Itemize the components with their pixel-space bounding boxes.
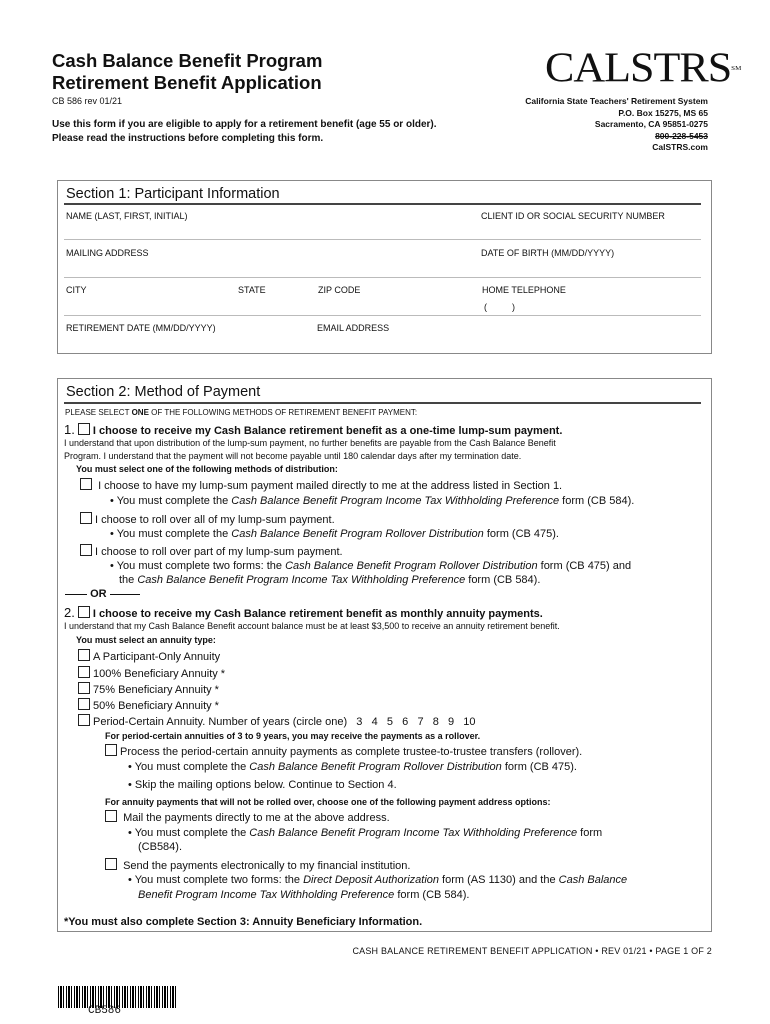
org-po-box: P.O. Box 15275, MS 65	[618, 107, 708, 118]
mail-direct-checkbox[interactable]	[80, 478, 92, 490]
barcode-label: CB586	[88, 1005, 122, 1017]
or-divider: OR	[65, 588, 140, 600]
row-divider	[64, 315, 701, 316]
option-1c-rollover-part[interactable]: I choose to roll over part of my lump-sum payment.	[80, 544, 343, 558]
period-certain-note: For period-certain annuities of 3 to 9 years, you may receive the payments as a rollover.	[105, 731, 481, 741]
section-2-rule	[64, 402, 701, 404]
mail-payments-instruction-2: (CB584).	[138, 841, 183, 853]
org-address	[525, 96, 708, 154]
option-1a-mail-direct[interactable]: I choose to have my lump-sum payment mailed directly to me at the address listed in Section 1.	[80, 478, 562, 492]
annuity-checkbox[interactable]	[78, 606, 90, 618]
city-field-label[interactable]: CITY	[66, 285, 87, 295]
option-2-must-select: You must select an annuity type:	[76, 635, 216, 645]
annuity-100-beneficiary[interactable]: 100% Beneficiary Annuity *	[78, 666, 225, 680]
electronic-payments-checkbox[interactable]	[105, 858, 117, 870]
option-1b-instruction: • You must complete the Cash Balance Benefit Program Rollover Distribution form (CB 475).	[110, 528, 559, 540]
org-website: CalSTRS.com	[652, 142, 708, 152]
mail-payments-option[interactable]: Mail the payments directly to me at the above address.	[105, 810, 390, 824]
electronic-payments-option[interactable]: Send the payments electronically to my financial institution.	[105, 858, 410, 872]
logo-text: CALSTRS	[545, 44, 732, 91]
years-choices[interactable]: 3 4 5 6 7 8 9 10	[356, 716, 476, 728]
option-1c-instruction-2: the Cash Balance Benefit Program Income Tax Withholding Preference form (CB 584).	[119, 574, 541, 586]
option-1b-rollover-all[interactable]: I choose to roll over all of my lump-sum payment.	[80, 512, 335, 526]
rollover-part-checkbox[interactable]	[80, 544, 92, 556]
org-name: California State Teachers' Retirement System	[525, 96, 708, 106]
mail-payments-checkbox[interactable]	[105, 810, 117, 822]
dob-field-label[interactable]: DATE OF BIRTH (MM/DD/YYYY)	[481, 248, 615, 258]
beneficiary-100-checkbox[interactable]	[78, 666, 90, 678]
section-2-title: Section 2: Method of Payment	[66, 384, 261, 400]
name-field-label[interactable]: NAME (LAST, FIRST, INITIAL)	[66, 211, 188, 221]
mail-payments-instruction: • You must complete the Cash Balance Benefit Program Income Tax Withholding Preference form	[128, 827, 603, 839]
section-3-reminder: *You must also complete Section 3: Annuity Beneficiary Information.	[64, 916, 423, 928]
section-1-title: Section 1: Participant Information	[66, 186, 280, 202]
option-1-must-select: You must select one of the following methods of distribution:	[76, 464, 338, 474]
section-1-rule	[64, 203, 701, 205]
participant-only-checkbox[interactable]	[78, 649, 90, 661]
row-divider	[64, 277, 701, 278]
intro-line-1: Use this form if you are eligible to apply for a retirement benefit (age 55 or older).	[52, 119, 437, 130]
org-phone: 800-228-5453	[655, 130, 708, 141]
title-line-1: Cash Balance Benefit Program	[52, 50, 323, 71]
section-2-method-of-payment	[57, 378, 712, 932]
logo-service-mark: SM	[731, 64, 742, 72]
state-field-label[interactable]: STATE	[238, 285, 266, 295]
lump-sum-checkbox[interactable]	[78, 423, 90, 435]
electronic-payments-instruction: • You must complete two forms: the Direct Deposit Authorization form (AS 1130) and the Cash Balance	[128, 874, 628, 886]
retirement-date-field-label[interactable]: RETIREMENT DATE (MM/DD/YYYY)	[66, 323, 216, 333]
annuity-50-beneficiary[interactable]: 50% Beneficiary Annuity *	[78, 698, 219, 712]
annuity-participant-only[interactable]: A Participant-Only Annuity	[78, 649, 220, 663]
page-footer: CASH BALANCE RETIREMENT BENEFIT APPLICATION • REV 01/21 • PAGE 1 OF 2	[352, 946, 712, 956]
electronic-payments-instruction-2: Benefit Program Income Tax Withholding Preference form (CB 584).	[138, 889, 470, 901]
home-phone-field-label[interactable]: HOME TELEPHONE	[482, 285, 566, 295]
email-field-label[interactable]: EMAIL ADDRESS	[317, 323, 390, 333]
form-revision: CB 586 rev 01/21	[52, 96, 123, 106]
section-1-participant-info	[57, 180, 712, 354]
rollover-checkbox[interactable]	[105, 744, 117, 756]
option-1-text-1: I understand that upon distribution of the lump-sum payment, no further benefits are payable from the Cash Balance Benefit	[64, 438, 556, 448]
mailing-address-field-label[interactable]: MAILING ADDRESS	[66, 248, 149, 258]
org-city: Sacramento, CA 95851-0275	[594, 119, 708, 129]
zip-field-label[interactable]: ZIP CODE	[318, 285, 361, 295]
rollover-option[interactable]: Process the period-certain annuity payments as complete trustee-to-trustee transfers (rollover).	[105, 744, 582, 758]
option-2-annuity[interactable]: 2. I choose to receive my Cash Balance retirement benefit as monthly annuity payments.	[64, 605, 543, 620]
address-options-note: For annuity payments that will not be rolled over, choose one of the following payment address options:	[105, 797, 551, 807]
select-one-instruction: PLEASE SELECT ONE OF THE FOLLOWING METHODS OF RETIREMENT BENEFIT PAYMENT:	[65, 408, 418, 417]
title-line-2: Retirement Benefit Application	[52, 72, 322, 93]
page-title	[52, 50, 322, 94]
beneficiary-75-checkbox[interactable]	[78, 682, 90, 694]
client-id-field-label[interactable]: CLIENT ID OR SOCIAL SECURITY NUMBER	[481, 211, 665, 221]
intro-text	[52, 118, 437, 146]
intro-line-2: Please read the instructions before completing this form.	[52, 133, 324, 144]
rollover-instruction: • You must complete the Cash Balance Benefit Program Rollover Distribution form (CB 475).	[128, 761, 577, 773]
option-1-lump-sum[interactable]: 1. I choose to receive my Cash Balance retirement benefit as a one-time lump-sum payment.	[64, 422, 563, 437]
period-certain-checkbox[interactable]	[78, 714, 90, 726]
rollover-all-checkbox[interactable]	[80, 512, 92, 524]
annuity-period-certain[interactable]: Period-Certain Annuity. Number of years (circle one) 3 4 5 6 7 8 9 10	[78, 714, 476, 728]
calstrs-logo	[545, 45, 741, 91]
option-2-text: I understand that my Cash Balance Benefit account balance must be at least $3,500 to receive an annuity retirement benefit.	[64, 621, 560, 631]
option-1c-instruction: • You must complete two forms: the Cash Balance Benefit Program Rollover Distribution form (CB 475) and	[110, 560, 632, 572]
phone-area-code-parens: ( )	[484, 302, 515, 312]
option-1-text-2: Program. I understand that the payment will not become payable until 180 calendar days after my termination date.	[64, 451, 522, 461]
annuity-75-beneficiary[interactable]: 75% Beneficiary Annuity *	[78, 682, 219, 696]
beneficiary-50-checkbox[interactable]	[78, 698, 90, 710]
option-1a-instruction: • You must complete the Cash Balance Benefit Program Income Tax Withholding Preference form (CB 584).	[110, 495, 635, 507]
skip-mailing-instruction: • Skip the mailing options below. Continue to Section 4.	[128, 779, 397, 791]
row-divider	[64, 239, 701, 240]
